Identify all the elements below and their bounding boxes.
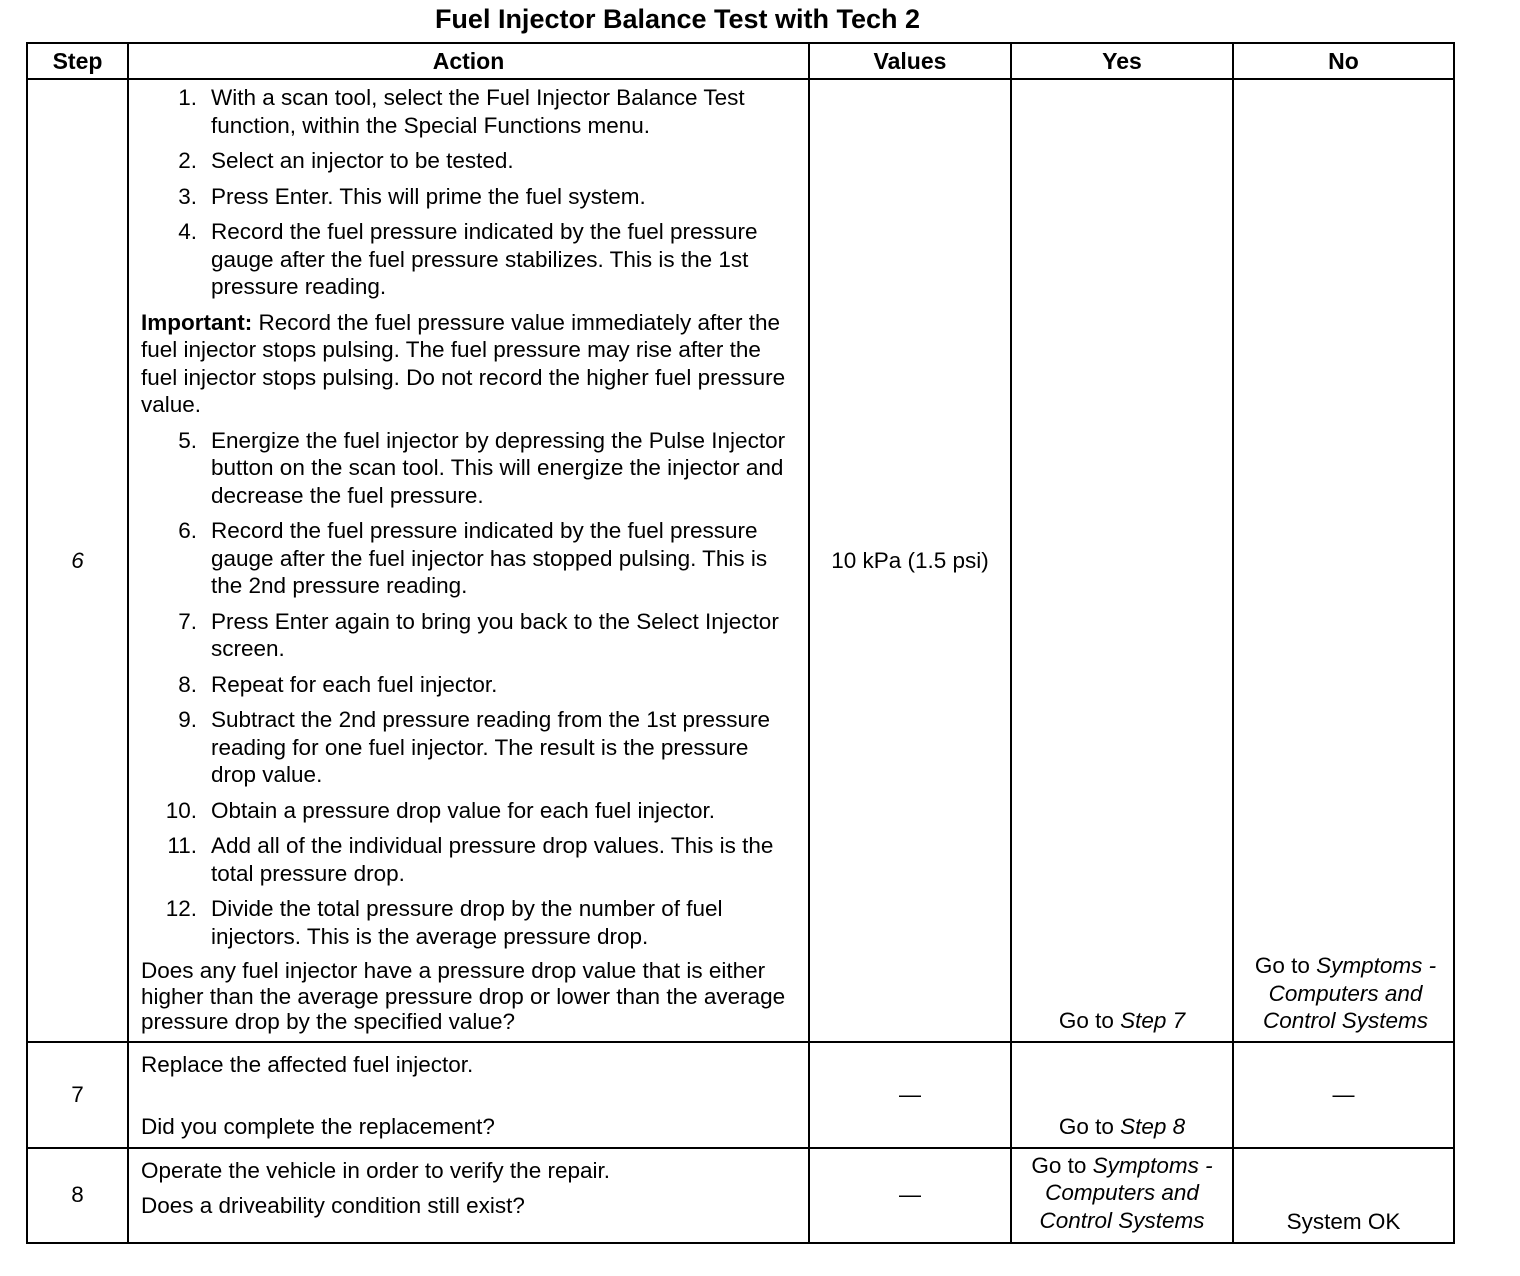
step-index: 2. (178, 148, 197, 173)
step-text: Energize the fuel injector by depressing the Pulse Injector button on the scan tool. This will energize the injector and decrease the fuel pressure. (211, 427, 786, 508)
step-text: Repeat for each fuel injector. (211, 671, 498, 697)
no-cell: — (1233, 1042, 1454, 1148)
procedure-step (141, 895, 798, 950)
step-index: 5. (178, 427, 197, 453)
step-index: 7. (178, 608, 197, 634)
procedure-step (141, 832, 798, 887)
value-cell: — (809, 1148, 1011, 1243)
document-title: Fuel Injector Balance Test with Tech 2 (434, 4, 921, 34)
step-text: Obtain a pressure drop value for each fuel injector. (211, 797, 716, 823)
procedure-step (141, 797, 798, 825)
step-index: 6. (178, 518, 197, 543)
table-row-step-8 (27, 1148, 1454, 1243)
procedure-list-b (141, 427, 798, 951)
action-cell (128, 1042, 809, 1148)
step-index: 8. (178, 671, 197, 697)
procedure-step (141, 84, 798, 139)
procedure-step (141, 608, 798, 663)
step-number: 6 (27, 79, 128, 1042)
header-step: Step (27, 43, 128, 79)
decision-question: Does any fuel injector have a pressure drop value that is either higher than the average pressure drop or lower than the average pressure drop by the specified value? (141, 958, 786, 1034)
no-cell: Go to Symptoms - Computers and Control Systems (1233, 79, 1454, 1042)
procedure-step (141, 706, 798, 789)
yes-cell: Go to Step 8 (1011, 1042, 1233, 1148)
value-cell: — (809, 1042, 1011, 1148)
header-row (27, 43, 1454, 79)
yes-cell: Go to Symptoms - Computers and Control Systems (1011, 1148, 1233, 1243)
value-cell: 10 kPa (1.5 psi) (809, 79, 1011, 1042)
step-text: Record the fuel pressure indicated by the fuel pressure gauge after the fuel injector has stopped pulsing. This is the 2nd pressure reading. (211, 518, 768, 598)
step-index: 4. (178, 219, 197, 244)
no-cell: System OK (1233, 1148, 1454, 1243)
no-link: Symptoms - Computers and Control Systems (1262, 953, 1437, 1033)
step-number: 7 (27, 1042, 128, 1148)
procedure-step (141, 671, 798, 699)
step-index: 12. (165, 896, 197, 921)
decision-question: Did you complete the replacement? (141, 1114, 495, 1139)
yes-link: Step 8 (1120, 1114, 1186, 1139)
yes-link: Symptoms - Computers and Control Systems (1039, 1152, 1213, 1233)
step-text: Divide the total pressure drop by the number of fuel injectors. This is the average pressure drop. (211, 896, 723, 949)
header-values: Values (809, 43, 1011, 79)
table-row-step-6 (27, 79, 1454, 1042)
header-action: Action (128, 43, 809, 79)
decision-question: Does a driveability condition still exist? (141, 1193, 525, 1218)
step-number: 8 (27, 1148, 128, 1243)
step-index: 1. (178, 85, 197, 110)
step-index: 11. (167, 833, 197, 858)
procedure-step (141, 147, 798, 175)
step-index: 9. (178, 707, 197, 732)
procedure-list-a (141, 84, 798, 301)
procedure-step (141, 183, 798, 211)
table-row-step-7 (27, 1042, 1454, 1148)
procedure-step (141, 427, 798, 510)
header-yes: Yes (1011, 43, 1233, 79)
procedure-step (141, 218, 798, 301)
step-index: 3. (178, 183, 197, 209)
important-note: Important: Record the fuel pressure value immediately after the fuel injector stops pulsing. The fuel pressure may rise after the fuel injector stops pulsing. Do not record the higher fuel pressure value. (141, 309, 786, 417)
diagnostic-table (26, 42, 1455, 1244)
action-text: Replace the affected fuel injector. (141, 1051, 474, 1077)
step-text: Add all of the individual pressure drop values. This is the total pressure drop. (211, 833, 774, 886)
procedure-step (141, 517, 798, 600)
step-text: Subtract the 2nd pressure reading from the 1st pressure reading for one fuel injector. The result is the pressure drop value. (211, 707, 771, 787)
step-text: With a scan tool, select the Fuel Injector Balance Test function, within the Special Functions menu. (211, 85, 745, 138)
step-text: Press Enter again to bring you back to the Select Injector screen. (211, 608, 779, 661)
action-cell (128, 1148, 809, 1243)
action-cell (128, 79, 809, 1042)
step-text: Record the fuel pressure indicated by the fuel pressure gauge after the fuel pressure stabilizes. This is the 1st pressure reading. (211, 219, 758, 299)
header-no: No (1233, 43, 1454, 79)
yes-link: Step 7 (1120, 1008, 1186, 1033)
step-text: Select an injector to be tested. (211, 148, 514, 173)
step-text: Press Enter. This will prime the fuel system. (211, 183, 646, 209)
step-index: 10. (165, 797, 197, 823)
action-text: Operate the vehicle in order to verify the repair. (141, 1157, 610, 1183)
yes-cell: Go to Step 7 (1011, 79, 1233, 1042)
